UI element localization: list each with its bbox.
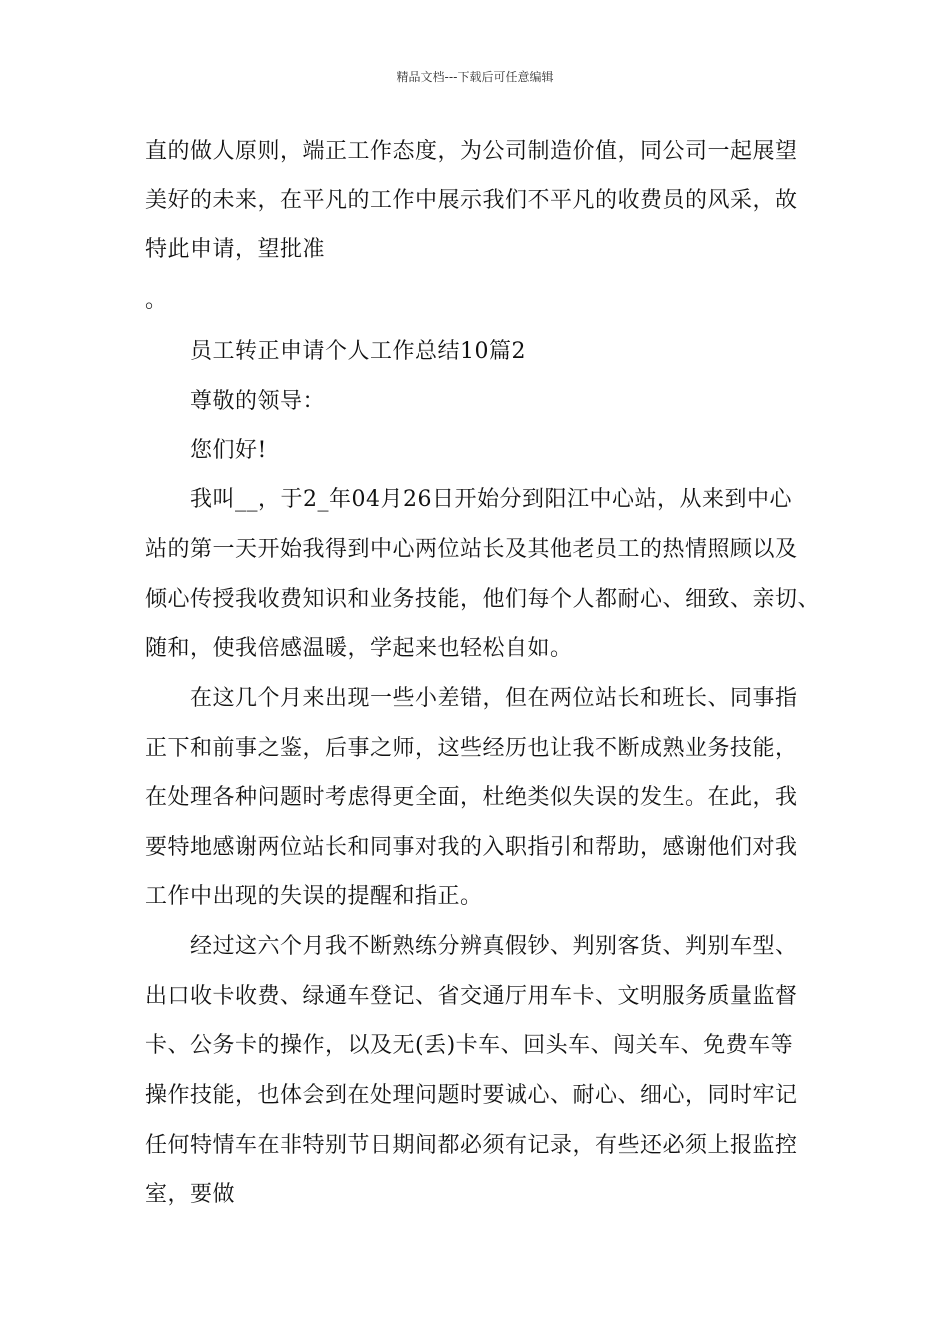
text-line-19: 卡、公务卡的操作，以及无(丢)卡车、回头车、闯关车、免费车等 bbox=[145, 1033, 794, 1058]
text-line-1: 直的做人原则，端正工作态度，为公司制造价值，同公司一起展望 bbox=[145, 139, 798, 164]
text-line-2: 美好的未来，在平凡的工作中展示我们不平凡的收费员的风采，故 bbox=[145, 188, 798, 213]
text-line-12: 在这几个月来出现一些小差错，但在两位站长和班长、同事指 bbox=[190, 686, 798, 711]
text-line-3: 特此申请，望批准 bbox=[145, 237, 326, 262]
text-line-21: 任何特情车在非特别节日期间都必须有记录，有些还必须上报监控 bbox=[145, 1133, 798, 1158]
text-line-15: 要特地感谢两位站长和同事对我的入职指引和帮助，感谢他们对我 bbox=[145, 835, 798, 860]
text-line-11: 随和，使我倍感温暖，学起来也轻松自如。 bbox=[145, 636, 573, 661]
greeting: 您们好! bbox=[190, 438, 267, 463]
text-line-9: 站的第一天开始我得到中心两位站长及其他老员工的热情照顾以及 bbox=[145, 537, 798, 562]
text-line-17: 经过这六个月我不断熟练分辨真假钞、判别客货、判别车型、 bbox=[190, 934, 798, 959]
text-line-13: 正下和前事之鉴，后事之师，这些经历也让我不断成熟业务技能， bbox=[145, 736, 798, 761]
text-line-10: 倾心传授我收费知识和业务技能，他们每个人都耐心、细致、亲切、 bbox=[145, 587, 821, 612]
text-line-14: 在处理各种问题时考虑得更全面，杜绝类似失误的发生。在此，我 bbox=[145, 785, 798, 810]
page-header: 精品文档---下载后可任意编辑 bbox=[396, 70, 554, 84]
text-line-16: 工作中出现的失误的提醒和指正。 bbox=[145, 884, 483, 909]
section-heading: 员工转正申请个人工作总结10篇2 bbox=[190, 339, 526, 364]
text-line-18: 出口收卡收费、绿通车登记、省交通厅用车卡、文明服务质量监督 bbox=[145, 984, 798, 1009]
text-line-8: 我叫__，于2_年04月26日开始分到阳江中心站，从来到中心 bbox=[190, 487, 792, 512]
salutation: 尊敬的领导： bbox=[190, 389, 326, 414]
text-line-22: 室，要做 bbox=[145, 1182, 236, 1207]
text-line-20: 操作技能，也体会到在处理问题时要诚心、耐心、细心，同时牢记 bbox=[145, 1083, 798, 1108]
text-line-4: 。 bbox=[145, 288, 168, 313]
